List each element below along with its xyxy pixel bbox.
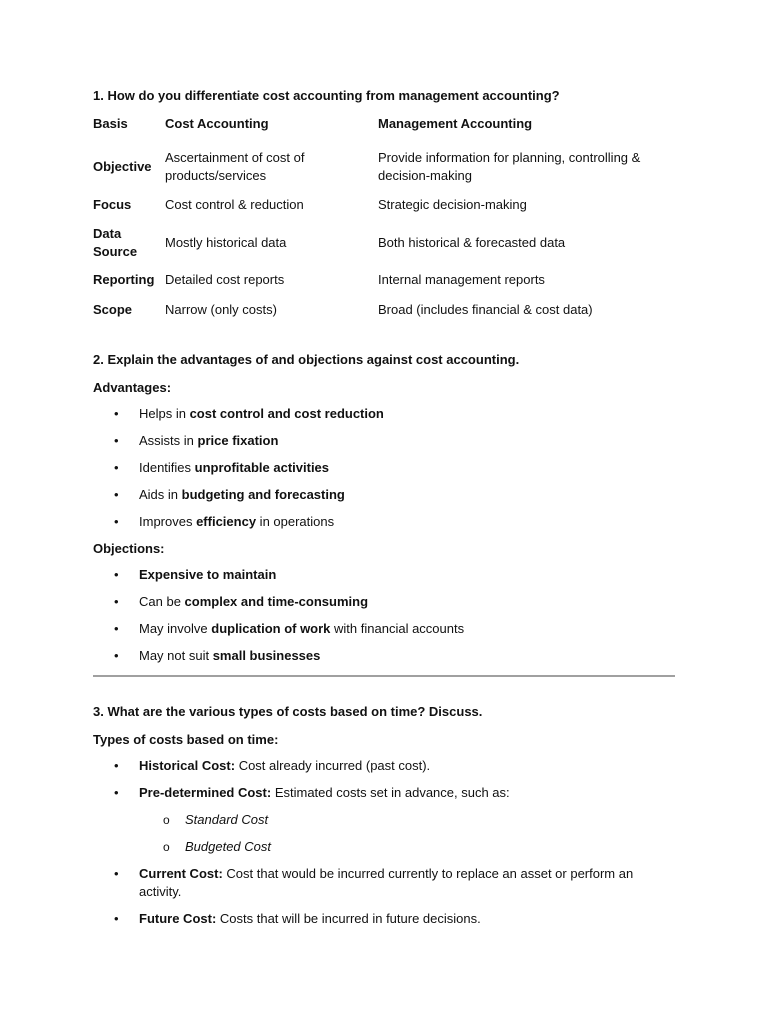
list-item: • Identifies unprofitable activities: [114, 460, 330, 475]
row-basis: Focus: [93, 197, 132, 212]
objections-list: [93, 566, 675, 665]
bullet-icon: •: [114, 911, 119, 926]
question-1-title: 1. How do you differentiate cost accounting from management accounting?: [93, 88, 560, 103]
table-header-row: [93, 115, 675, 143]
list-item: • Future Cost: Costs that will be incurred in future decisions.: [114, 911, 481, 926]
list-item: • Expensive to maintain: [114, 567, 277, 582]
list-item: • Current Cost: Cost that would be incurred currently to replace an asset or perform an activity.: [114, 866, 634, 899]
row-mgmt: Strategic decision-making: [378, 197, 527, 212]
row-cost: Cost control & reduction: [165, 197, 304, 212]
row-mgmt: Broad (includes financial & cost data): [378, 302, 593, 317]
row-cost: Detailed cost reports: [165, 272, 285, 287]
list-item: • Improves efficiency in operations: [114, 514, 335, 529]
row-mgmt: Both historical & forecasted data: [378, 234, 566, 250]
list-item: • Can be complex and time-consuming: [114, 594, 369, 609]
question-2-title: 2. Explain the advantages of and objections against cost accounting.: [93, 352, 520, 367]
cost-types-list: [93, 757, 675, 928]
bullet-icon: •: [114, 487, 119, 502]
list-item: • May not suit small businesses: [114, 648, 321, 663]
document-page: [93, 87, 675, 937]
row-cost: Narrow (only costs): [165, 302, 277, 317]
bullet-icon: •: [114, 785, 119, 800]
list-item: • Assists in price fixation: [114, 433, 279, 448]
table-row: [93, 295, 675, 325]
row-basis: Objective: [93, 158, 152, 174]
table-row: [93, 190, 675, 220]
list-item: • Pre-determined Cost: Estimated costs set in advance, such as: o Standard Cost o Budgeted Cost: [93, 784, 675, 856]
advantages-list: [93, 405, 675, 531]
header-basis: Basis: [93, 116, 128, 131]
objections-heading: Objections:: [93, 541, 165, 556]
bullet-icon: •: [114, 514, 119, 529]
bullet-icon: •: [114, 433, 119, 448]
types-heading: Types of costs based on time:: [93, 732, 279, 747]
row-cost: Ascertainment of cost of products/services: [165, 149, 305, 183]
list-item: • Helps in cost control and cost reduction: [114, 406, 384, 421]
table-row: [93, 265, 675, 295]
advantages-heading: Advantages:: [93, 380, 172, 395]
row-mgmt: Provide information for planning, controlling & decision-making: [378, 149, 641, 183]
header-cost-accounting: Cost Accounting: [165, 116, 269, 131]
table-row: [93, 220, 675, 265]
bullet-icon: •: [114, 460, 119, 475]
bullet-icon: •: [114, 406, 119, 421]
bullet-icon: •: [114, 758, 119, 773]
section-divider: [93, 675, 675, 677]
sub-list-item: o Standard Cost: [163, 812, 269, 827]
table-row: [93, 143, 675, 190]
header-management-accounting: Management Accounting: [378, 116, 533, 131]
sub-list-item: o Budgeted Cost: [163, 839, 272, 854]
bullet-icon: •: [114, 866, 119, 881]
bullet-icon: •: [114, 648, 119, 663]
row-basis: Reporting: [93, 272, 155, 287]
bullet-icon: •: [114, 621, 119, 636]
sub-list: [139, 811, 675, 856]
comparison-table: [93, 115, 675, 325]
row-cost: Mostly historical data: [165, 234, 287, 250]
question-3-title: 3. What are the various types of costs based on time? Discuss.: [93, 704, 483, 719]
row-basis: Data Source: [93, 225, 138, 259]
circle-bullet-icon: o: [163, 813, 170, 827]
circle-bullet-icon: o: [163, 840, 170, 854]
bullet-icon: •: [114, 567, 119, 582]
row-mgmt: Internal management reports: [378, 272, 545, 287]
list-item: • Aids in budgeting and forecasting: [114, 487, 345, 502]
list-item: • Historical Cost: Cost already incurred (past cost).: [114, 758, 431, 773]
list-item: • May involve duplication of work with financial accounts: [114, 621, 465, 636]
row-basis: Scope: [93, 302, 133, 317]
bullet-icon: •: [114, 594, 119, 609]
